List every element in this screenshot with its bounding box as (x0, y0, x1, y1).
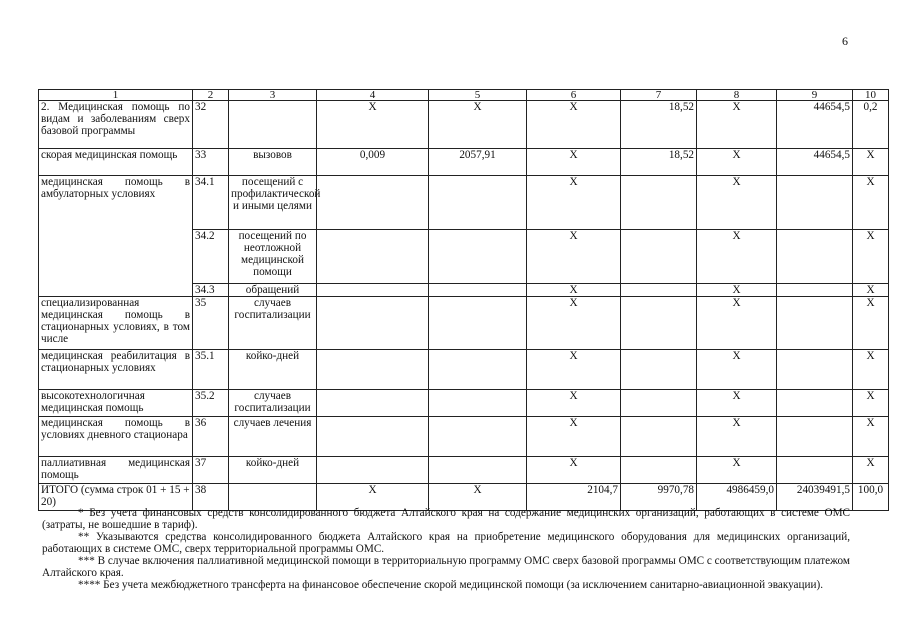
header-cell: 10 (853, 90, 889, 101)
cell-col4 (317, 457, 429, 484)
cell-col10: Х (853, 417, 889, 457)
cell-col4: 0,009 (317, 149, 429, 176)
header-cell: 4 (317, 90, 429, 101)
row-unit: посещений с профилактической и иными целями (229, 176, 317, 230)
cell-col9 (777, 297, 853, 350)
row-name: скорая медицинская помощь (39, 149, 193, 176)
table-row (39, 101, 889, 149)
cell-col4 (317, 417, 429, 457)
cell-col9 (777, 176, 853, 230)
cell-col5 (429, 350, 527, 390)
row-unit: обращений (229, 284, 317, 297)
cell-col7 (621, 297, 697, 350)
row-unit: койко-дней (229, 457, 317, 484)
cell-col6: 2104,7 (527, 484, 621, 511)
row-name: 2. Медицинская помощь по видам и заболеваниям сверх базовой программы (39, 101, 193, 149)
cell-col6: Х (527, 297, 621, 350)
table-row (39, 297, 889, 350)
cell-col9 (777, 390, 853, 417)
cell-col10: Х (853, 176, 889, 230)
cell-col7 (621, 390, 697, 417)
cell-col4 (317, 284, 429, 297)
cell-col10: 100,0 (853, 484, 889, 511)
row-unit: случаев лечения (229, 417, 317, 457)
cell-col10: Х (853, 149, 889, 176)
cell-col8: Х (697, 176, 777, 230)
row-unit (229, 101, 317, 149)
cell-col9: 44654,5 (777, 101, 853, 149)
cell-col7 (621, 457, 697, 484)
footnote: *** В случае включения паллиативной медицинской помощи в территориальную программу ОМС сверх базовой программы ОМС с соответствующим платежом Алтайского края. (42, 555, 850, 579)
header-cell: 5 (429, 90, 527, 101)
cell-col8: Х (697, 101, 777, 149)
header-row (39, 90, 889, 101)
header-cell: 9 (777, 90, 853, 101)
cell-col5 (429, 417, 527, 457)
cell-col5 (429, 390, 527, 417)
row-unit: случаев госпитализации (229, 297, 317, 350)
cell-col5 (429, 176, 527, 230)
cell-col10: Х (853, 230, 889, 284)
cell-col5 (429, 230, 527, 284)
header-cell: 2 (193, 90, 229, 101)
cell-col6: Х (527, 230, 621, 284)
cell-col9: 44654,5 (777, 149, 853, 176)
cell-col6: Х (527, 176, 621, 230)
cell-col8: 4986459,0 (697, 484, 777, 511)
header-cell: 1 (39, 90, 193, 101)
row-unit: вызовов (229, 149, 317, 176)
cell-col8: Х (697, 297, 777, 350)
cell-col7 (621, 350, 697, 390)
cell-col5: Х (429, 101, 527, 149)
cell-col7: 18,52 (621, 149, 697, 176)
row-unit: случаев госпитализации (229, 390, 317, 417)
cell-col4 (317, 176, 429, 230)
header-cell: 7 (621, 90, 697, 101)
cell-col6: Х (527, 149, 621, 176)
cell-col9 (777, 417, 853, 457)
row-code: 35.2 (193, 390, 229, 417)
cell-col4: Х (317, 484, 429, 511)
cell-col6: Х (527, 457, 621, 484)
header-cell: 3 (229, 90, 317, 101)
cell-col10: Х (853, 350, 889, 390)
cell-col4 (317, 230, 429, 284)
cell-col7: 9970,78 (621, 484, 697, 511)
table-row (39, 149, 889, 176)
cell-col5 (429, 457, 527, 484)
cell-col10: Х (853, 457, 889, 484)
cell-col7 (621, 417, 697, 457)
cell-col9 (777, 350, 853, 390)
medical-care-table (38, 89, 889, 511)
cell-col4 (317, 390, 429, 417)
cell-col6: Х (527, 101, 621, 149)
row-name: медицинская помощь в амбулаторных условиях (39, 176, 193, 297)
cell-col8: Х (697, 284, 777, 297)
row-code: 32 (193, 101, 229, 149)
header-cell: 8 (697, 90, 777, 101)
row-code: 37 (193, 457, 229, 484)
row-name: медицинская помощь в условиях дневного стационара (39, 417, 193, 457)
row-name: ИТОГО (сумма строк 01 + 15 + 20) (39, 484, 193, 511)
cell-col8: Х (697, 390, 777, 417)
cell-col4: Х (317, 101, 429, 149)
row-code: 35 (193, 297, 229, 350)
cell-col8: Х (697, 417, 777, 457)
cell-col5 (429, 284, 527, 297)
cell-col8: Х (697, 230, 777, 284)
table-row (39, 176, 889, 230)
footnote: **** Без учета межбюджетного трансферта на финансовое обеспечение скорой медицинской помощи (за исключением санитарно-авиационной эвакуации). (78, 579, 823, 591)
footnote: * Без учета финансовых средств консолидированного бюджета Алтайского края на содержание медицинских организаций, работающих в системе ОМС (затраты, не вошедшие в тариф). (42, 507, 850, 531)
cell-col6: Х (527, 284, 621, 297)
footnote: ** Указываются средства консолидированного бюджета Алтайского края на приобретение медицинского оборудования для медицинских организаций, работающих в системе ОМС, сверх территориальной программы ОМС. (42, 531, 850, 555)
cell-col7 (621, 230, 697, 284)
cell-col10: Х (853, 297, 889, 350)
cell-col5 (429, 297, 527, 350)
header-cell: 6 (527, 90, 621, 101)
row-name: специализированная медицинская помощь в стационарных условиях, в том числе (39, 297, 193, 350)
cell-col4 (317, 350, 429, 390)
cell-col10: Х (853, 284, 889, 297)
cell-col10: 0,2 (853, 101, 889, 149)
cell-col6: Х (527, 390, 621, 417)
cell-col5: Х (429, 484, 527, 511)
row-code: 34.3 (193, 284, 229, 297)
table-row (39, 350, 889, 390)
row-name: паллиативная медицинская помощь (39, 457, 193, 484)
cell-col6: Х (527, 417, 621, 457)
table-row (39, 457, 889, 484)
cell-col9 (777, 457, 853, 484)
cell-col7: 18,52 (621, 101, 697, 149)
footnotes (42, 507, 850, 591)
row-code: 35.1 (193, 350, 229, 390)
cell-col9 (777, 284, 853, 297)
cell-col7 (621, 176, 697, 230)
row-unit: койко-дней (229, 350, 317, 390)
row-code: 38 (193, 484, 229, 511)
table-row (39, 417, 889, 457)
row-code: 36 (193, 417, 229, 457)
row-code: 34.2 (193, 230, 229, 284)
cell-col8: Х (697, 457, 777, 484)
cell-col9 (777, 230, 853, 284)
row-unit: посещений по неотложной медицинской помощи (229, 230, 317, 284)
cell-col5: 2057,91 (429, 149, 527, 176)
row-name: медицинская реабилитация в стационарных условиях (39, 350, 193, 390)
cell-col6: Х (527, 350, 621, 390)
row-code: 34.1 (193, 176, 229, 230)
page-number: 6 (842, 34, 848, 48)
cell-col10: Х (853, 390, 889, 417)
cell-col7 (621, 284, 697, 297)
row-name: высокотехнологичная медицинская помощь (39, 390, 193, 417)
cell-col8: Х (697, 350, 777, 390)
row-code: 33 (193, 149, 229, 176)
table-row (39, 390, 889, 417)
cell-col4 (317, 297, 429, 350)
cell-col8: Х (697, 149, 777, 176)
cell-col9: 24039491,5 (777, 484, 853, 511)
